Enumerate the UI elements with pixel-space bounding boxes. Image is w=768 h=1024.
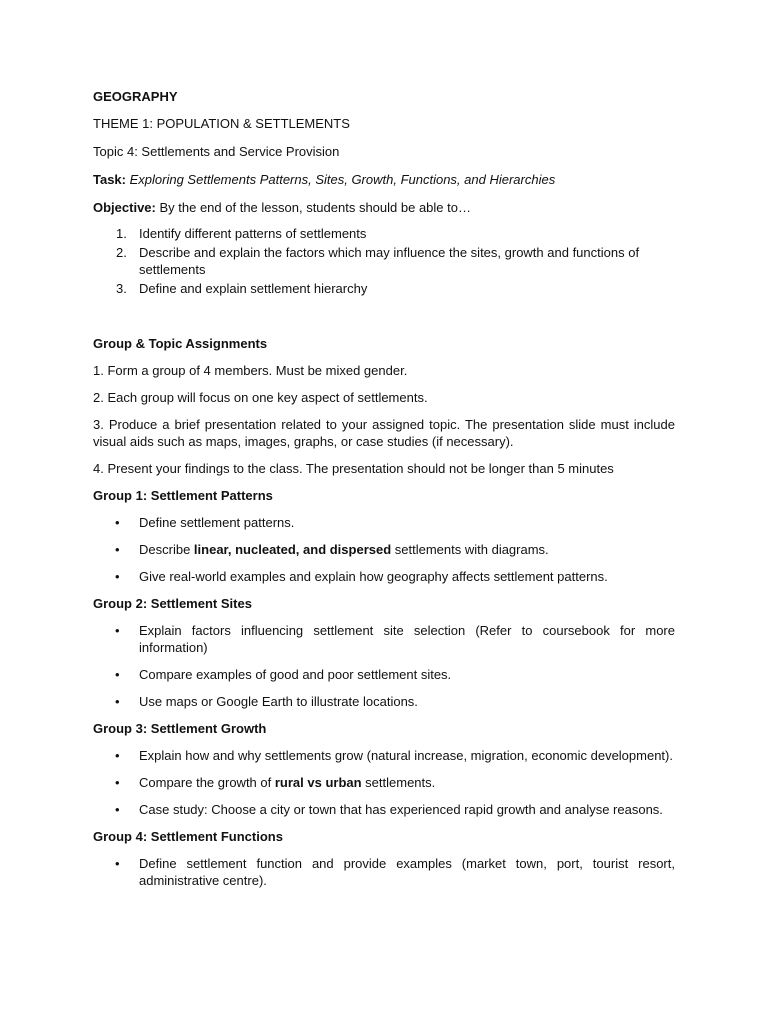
bullet-emphasis: linear, nucleated, and dispersed [193, 542, 392, 557]
bullet-dot: • [115, 667, 120, 682]
bullet-dot: • [115, 802, 120, 817]
group-bullet-list [93, 622, 675, 710]
objective-line [93, 199, 675, 216]
objective-number: 3. [116, 281, 127, 296]
bullet-text-tail: settlements. [361, 775, 436, 790]
bullet-text: Use maps or Google Earth to illustrate locations. [139, 694, 418, 709]
bullet-dot: • [115, 694, 120, 709]
bullet-dot: • [115, 623, 120, 638]
bullet-item [93, 568, 675, 585]
bullet-dot: • [115, 569, 120, 584]
objective-text: By the end of the lesson, students should be able to… [159, 200, 471, 215]
group-heading: Group 4: Settlement Functions [93, 829, 283, 844]
group-bullet-list [93, 855, 675, 889]
bullet-item [93, 801, 675, 818]
objective-item [93, 280, 675, 297]
bullet-text: Case study: Choose a city or town that has experienced rapid growth and analyse reasons. [139, 802, 663, 817]
bullet-dot: • [115, 775, 120, 790]
group-heading: Group 3: Settlement Growth [93, 721, 267, 736]
objective-label: Objective: [93, 200, 156, 215]
bullet-text: Explain how and why settlements grow (natural increase, migration, economic development). [139, 748, 673, 763]
objective-item [93, 244, 675, 278]
objectives-list [93, 225, 675, 297]
bullet-text: Compare examples of good and poor settlement sites. [139, 667, 452, 682]
bullet-item [93, 541, 675, 558]
objective-number: 2. [116, 245, 127, 260]
section-spacer [93, 299, 675, 335]
bullet-text: Define settlement function and provide examples (market town, port, tourist resort, administrative centre). [139, 856, 675, 888]
assignment-step: 1. Form a group of 4 members. Must be mixed gender. [93, 363, 408, 378]
bullet-text: Compare the growth of [139, 775, 275, 790]
objective-item [93, 225, 675, 242]
task-text: Exploring Settlements Patterns, Sites, Growth, Functions, and Hierarchies [129, 172, 556, 187]
bullet-text: Give real-world examples and explain how geography affects settlement patterns. [139, 569, 608, 584]
objective-text: Describe and explain the factors which may influence the sites, growth and functions of settlements [139, 245, 640, 277]
assignment-step: 4. Present your findings to the class. The presentation should not be longer than 5 minutes [93, 461, 614, 476]
bullet-text: Describe [139, 542, 194, 557]
bullet-item [93, 855, 675, 889]
subject-title: GEOGRAPHY [93, 89, 178, 104]
bullet-text-tail: settlements with diagrams. [391, 542, 549, 557]
bullet-emphasis: rural vs urban [274, 775, 362, 790]
bullet-item [93, 693, 675, 710]
bullet-dot: • [115, 856, 120, 871]
group-bullet-list [93, 747, 675, 818]
assignments-heading: Group & Topic Assignments [93, 336, 268, 351]
bullet-text: Explain factors influencing settlement site selection (Refer to coursebook for more information) [139, 623, 675, 655]
group-heading: Group 2: Settlement Sites [93, 596, 252, 611]
bullet-item [93, 666, 675, 683]
task-line [93, 171, 675, 188]
assignment-step: 3. Produce a brief presentation related to your assigned topic. The presentation slide must include visual aids such as maps, images, graphs, or case studies (if necessary). [93, 417, 675, 449]
document-content [93, 88, 675, 889]
theme-line: THEME 1: POPULATION & SETTLEMENTS [93, 116, 350, 131]
bullet-item [93, 747, 675, 764]
objective-text: Define and explain settlement hierarchy [139, 281, 368, 296]
topic-line: Topic 4: Settlements and Service Provision [93, 144, 340, 159]
bullet-dot: • [115, 748, 120, 763]
bullet-text: Define settlement patterns. [139, 515, 295, 530]
group-bullet-list [93, 514, 675, 585]
task-label: Task: [93, 172, 126, 187]
bullet-dot: • [115, 542, 120, 557]
bullet-item [93, 514, 675, 531]
bullet-dot: • [115, 515, 120, 530]
assignment-step: 2. Each group will focus on one key aspect of settlements. [93, 390, 428, 405]
bullet-item [93, 774, 675, 791]
objective-number: 1. [116, 226, 127, 241]
objective-text: Identify different patterns of settlements [139, 226, 367, 241]
bullet-item [93, 622, 675, 656]
group-heading: Group 1: Settlement Patterns [93, 488, 273, 503]
